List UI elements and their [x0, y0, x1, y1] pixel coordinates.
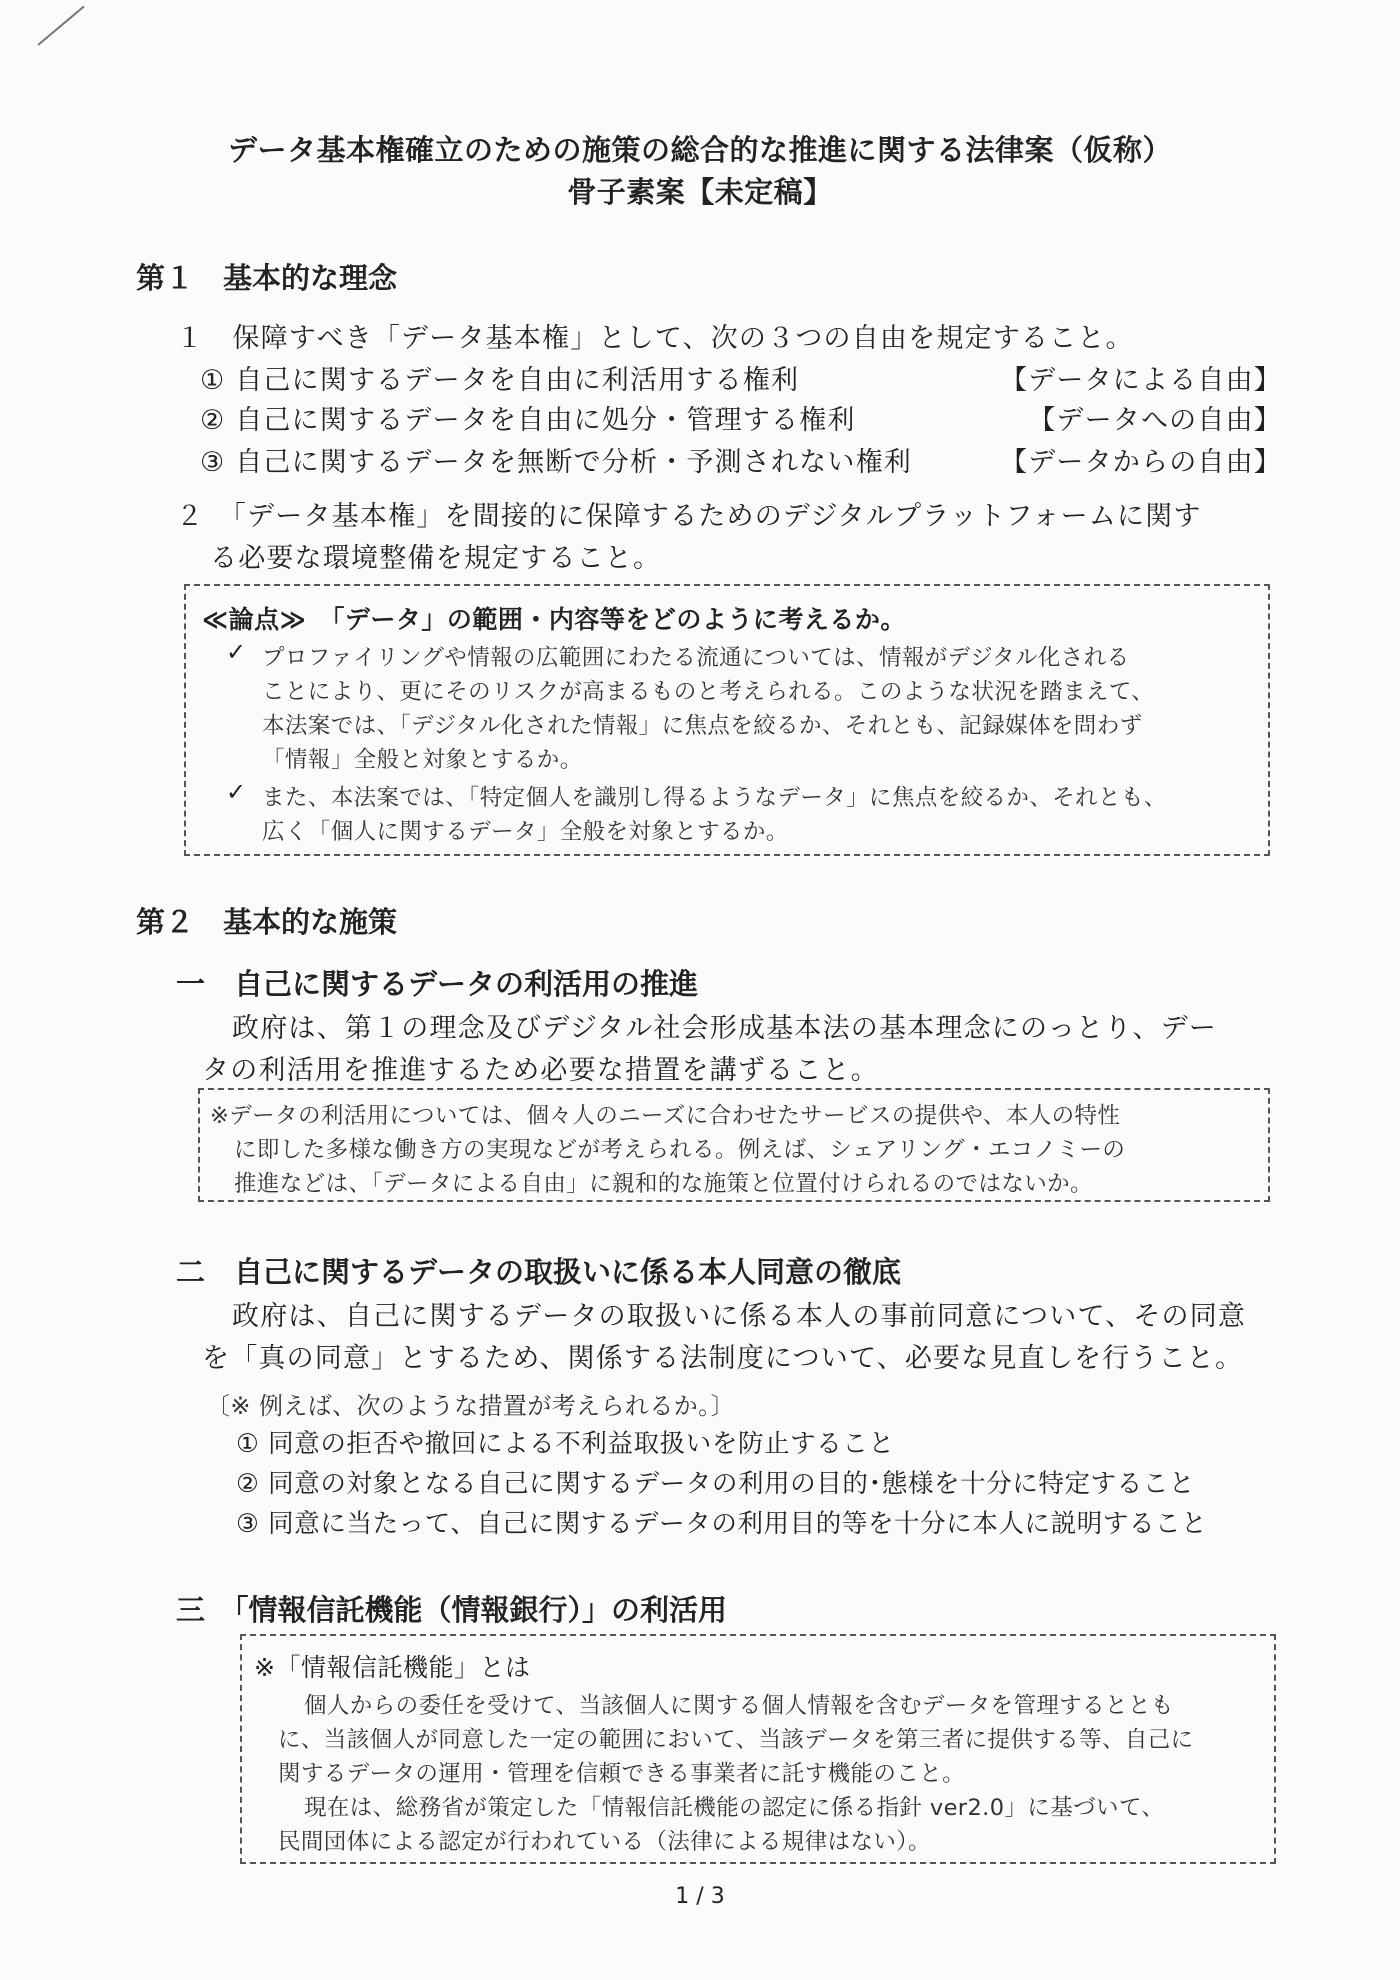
sub1-note-line1: ※データの利活用については、個々人のニーズに合わせたサービスの提供や、本人の特性 — [210, 1103, 1121, 1129]
check-icon: ✓ — [226, 638, 247, 666]
sub1-note-line2: に即した多様な働き方の実現などが考えられる。例えば、シェアリング・エコノミーの — [234, 1137, 1126, 1163]
right1-tag: 【データによる自由】 — [1000, 365, 1282, 396]
sub1-heading: 一 自己に関するデータの利活用の推進 — [176, 967, 699, 1001]
sub3-note-line1: 個人からの委任を受けて、当該個人に関する個人情報を含むデータを管理するととも — [304, 1693, 1174, 1719]
issue-point2-line2: 広く「個人に関するデータ」全般を対象とするか。 — [262, 819, 789, 845]
section1-item2-line1: ２ 「データ基本権」を間接的に保障するためのデジタルプラットフォームに関す — [176, 501, 1202, 532]
sub2-example-intro: 〔※ 例えば、次のような措置が考えられるか。〕 — [206, 1392, 735, 1420]
issue-point1-line4: 「情報」全般と対象とするか。 — [262, 747, 583, 773]
right2-tag: 【データへの自由】 — [1028, 405, 1282, 436]
page-number: 1 / 3 — [675, 1884, 725, 1909]
sub1-line2: タの利活用を推進するため必要な措置を講ずること。 — [202, 1055, 879, 1086]
section1-item2-line2: る必要な環境整備を規定すること。 — [210, 543, 662, 574]
sub3-note-title: ※「情報信託機能」とは — [254, 1653, 531, 1682]
issue-point1-line3: 本法案では、「デジタル化された情報」に焦点を絞るか、それとも、記録媒体を問わず — [262, 713, 1143, 739]
right2-text: ② 自己に関するデータを自由に処分・管理する権利 — [200, 405, 856, 436]
sub3-note-line4: 現在は、総務省が策定した「情報信託機能の認定に係る指針 ver2.0」に基づいて、 — [304, 1795, 1165, 1821]
sub3-heading: 三 「情報信託機能（情報銀行）」の利活用 — [176, 1593, 728, 1627]
sub1-line1: 政府は、第１の理念及びデジタル社会形成基本法の基本理念にのっとり、デー — [232, 1013, 1218, 1044]
sub3-note-line2: に、当該個人が同意した一定の範囲において、当該データを第三者に提供する等、自己に — [278, 1727, 1194, 1753]
document-title: データ基本権確立のための施策の総合的な推進に関する法律案（仮称） — [227, 133, 1172, 167]
check-icon: ✓ — [226, 778, 247, 806]
right3-text: ③ 自己に関するデータを無断で分析・予測されない権利 — [200, 447, 912, 478]
sub2-line2: を「真の同意」とするため、関係する法制度について、必要な見直しを行うこと。 — [202, 1343, 1244, 1374]
issue-box-title: ≪論点≫ 「データ」の範囲・内容等をどのように考えるか。 — [202, 605, 906, 634]
sub2-line1: 政府は、自己に関するデータの取扱いに係る本人の事前同意について、その同意 — [232, 1301, 1247, 1332]
sub2-heading: 二 自己に関するデータの取扱いに係る本人同意の徹底 — [176, 1255, 902, 1289]
sub2-measure1: ① 同意の拒否や撤回による不利益取扱いを防止すること — [236, 1429, 895, 1459]
scan-mark — [37, 6, 84, 46]
right3-tag: 【データからの自由】 — [1000, 447, 1282, 478]
sub3-note-line5: 民間団体による認定が行われている（法律による規律はない）。 — [278, 1829, 931, 1855]
sub3-note-line3: 関するデータの運用・管理を信頼できる事業者に託す機能のこと。 — [278, 1761, 966, 1787]
sub2-measure2: ② 同意の対象となる自己に関するデータの利用の目的･態様を十分に特定すること — [236, 1469, 1196, 1499]
sub1-note-line3: 推進などは、「データによる自由」に親和的な施策と位置付けられるのではないか。 — [234, 1171, 1093, 1197]
sub2-measure3: ③ 同意に当たって、自己に関するデータの利用目的等を十分に本人に説明すること — [236, 1509, 1208, 1539]
issue-point1-line2: ことにより、更にそのリスクが高まるものと考えられる。このような状況を踏まえて、 — [262, 679, 1155, 705]
issue-point2-line1: また、本法案では、「特定個人を識別し得るようなデータ」に焦点を絞るか、それとも、 — [262, 785, 1167, 811]
document-subtitle: 骨子素案【未定稿】 — [567, 175, 833, 209]
right1-text: ① 自己に関するデータを自由に利活用する権利 — [200, 365, 800, 396]
section1-item1: １ 保障すべき「データ基本権」として、次の３つの自由を規定すること。 — [176, 323, 1134, 354]
issue-point1-line1: プロファイリングや情報の広範囲にわたる流通については、情報がデジタル化される — [262, 645, 1130, 671]
section1-heading: 第１ 基本的な理念 — [136, 261, 398, 295]
section2-heading: 第２ 基本的な施策 — [136, 905, 398, 939]
